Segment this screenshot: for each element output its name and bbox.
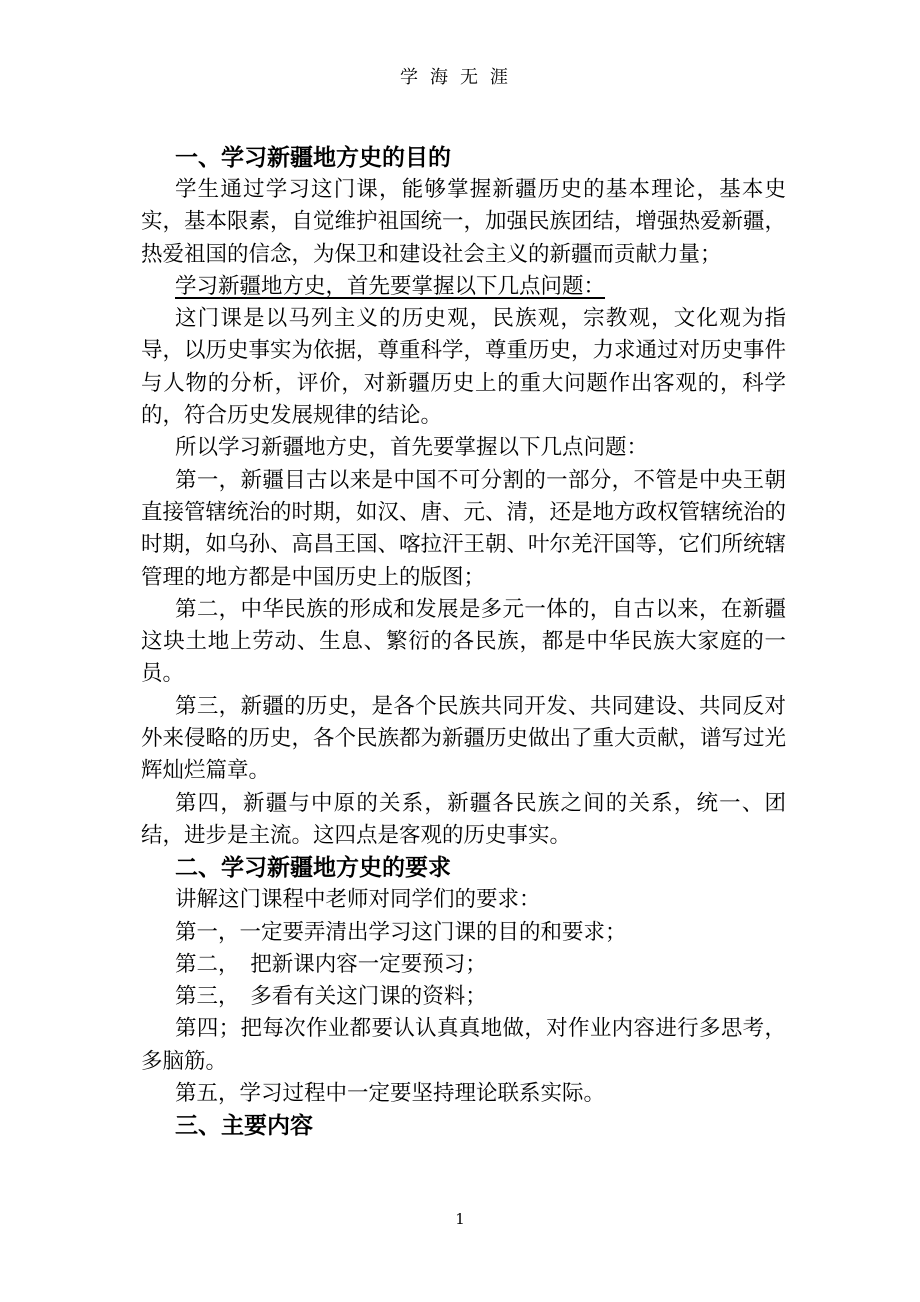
document-body xyxy=(141,142,786,1142)
section-heading-main-content: 三、主要内容 xyxy=(175,1113,313,1140)
list-item: 第三， 多看有关这门课的资料； xyxy=(175,984,487,1010)
list-item: 第四；把每次作业都要认认真真地做，对作业内容进行多思考，多脑筋。 xyxy=(141,1016,786,1074)
underlined-paragraph xyxy=(141,271,786,303)
paragraph: 所以学习新疆地方史，首先要掌握以下几点问题： xyxy=(175,435,649,461)
list-item: 第一，一定要弄清出学习这门课的目的和要求； xyxy=(175,919,627,945)
paragraph: 第一，新疆目古以来是中国不可分割的一部分，不管是中央王朝直接管辖统治的时期，如汉、唐、元、清，还是地方政权管辖统治的时期，如乌孙、高昌王国、喀拉汗王朝、叶尔羌汗国等，它们所统辖管理的地方都是中国历史上的版图； xyxy=(141,467,787,590)
section-heading-requirements: 二、学习新疆地方史的要求 xyxy=(175,855,451,882)
list-item: 第五，学习过程中一定要坚持理论联系实际。 xyxy=(175,1081,606,1107)
paragraph: 第三，新疆的历史，是各个民族共同开发、共同建设、共同反对外来侵略的历史，各个民族都为新疆历史做出了重大贡献，谱写过光辉灿烂篇章。 xyxy=(141,693,787,784)
paragraph: 第四，新疆与中原的关系，新疆各民族之间的关系，统一、团结，进步是主流。这四点是客观的历史事实。 xyxy=(141,790,786,848)
paragraph: 这门课是以马列主义的历史观，民族观，宗教观，文化观为指导，以历史事实为依据，尊重科学，尊重历史，力求通过对历史事件与人物的分析，评价，对新疆历史上的重大问题作出客观的，科学的，符合历史发展规律的结论。 xyxy=(141,306,787,429)
page-header: 学海无涯 xyxy=(400,67,520,88)
paragraph: 第二，中华民族的形成和发展是多元一体的，自古以来，在新疆这块土地上劳动、生息、繁衍的各民族，都是中华民族大家庭的一员。 xyxy=(141,596,786,687)
page-number: 1 xyxy=(455,1210,465,1228)
section-heading-purpose: 一、学习新疆地方史的目的 xyxy=(175,145,451,171)
paragraph: 学生通过学习这门课，能够掌握新疆历史的基本理论，基本史实，基本限素，自觉维护祖国统一，加强民族团结，增强热爱新疆，热爱祖国的信念，为保卫和建设社会主义的新疆而贡献力量； xyxy=(141,177,787,267)
list-item: 第二， 把新课内容一定要预习； xyxy=(175,951,487,977)
paragraph: 讲解这门课程中老师对同学们的要求： xyxy=(175,887,541,913)
underlined-text: 学习新疆地方史，首先要掌握以下几点问题： xyxy=(175,273,606,299)
